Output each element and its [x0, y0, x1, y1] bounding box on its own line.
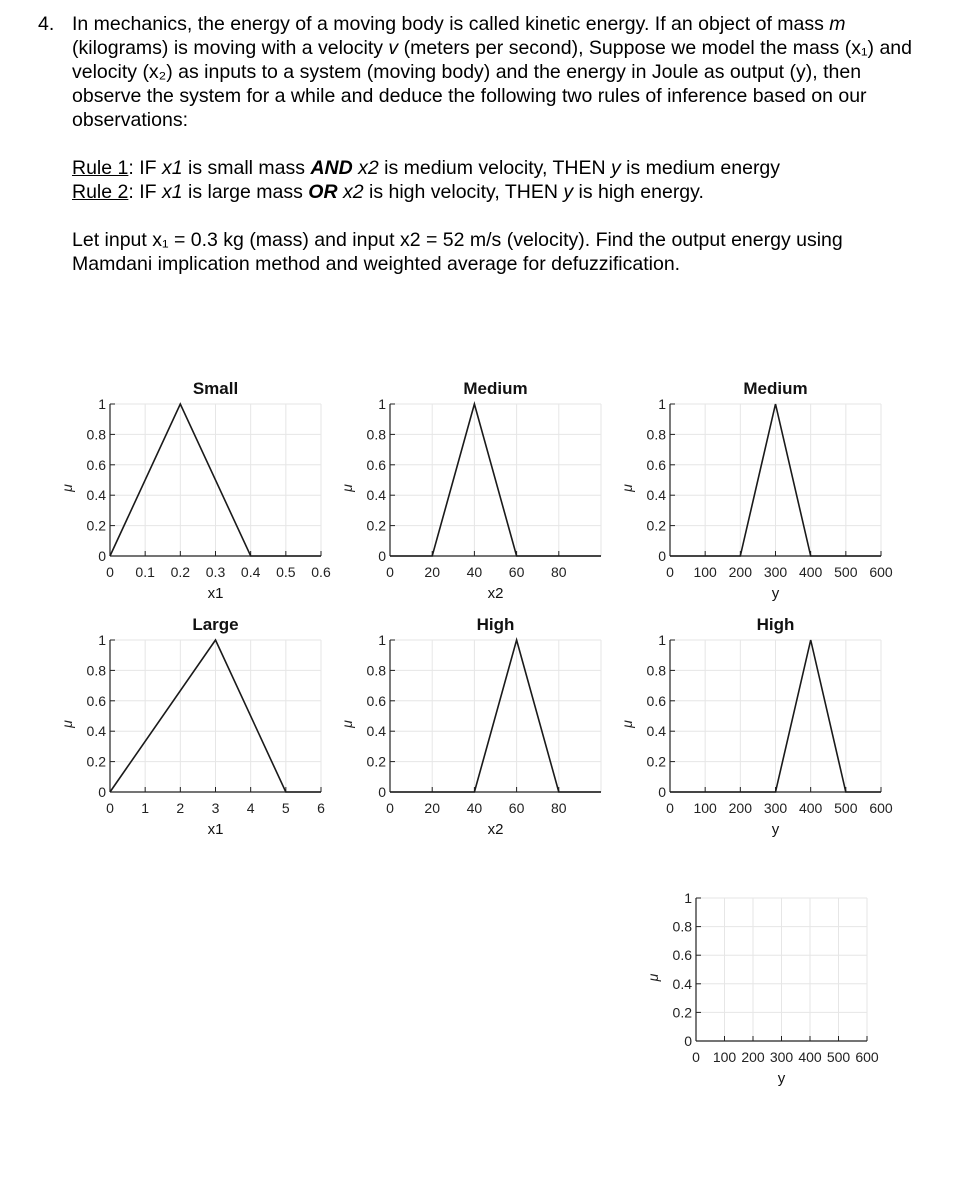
y-tick-label: 0 [684, 1033, 692, 1049]
membership-curve [390, 640, 601, 792]
y-tick-label: 0.6 [646, 692, 666, 709]
y-tick-label: 1 [98, 396, 106, 412]
x-tick-label: 20 [424, 800, 440, 816]
x-tick-label: 1 [141, 800, 150, 816]
x-tick-label: 0 [692, 1049, 700, 1065]
intro-text-1: In mechanics, the energy of a moving body is called kinetic energy. If an object of mass [72, 13, 830, 35]
y-tick-label: 0.2 [672, 1004, 692, 1021]
rule-1-text: : IF [128, 157, 162, 179]
x-tick-label: 600 [869, 564, 893, 580]
x-tick-label: 80 [551, 564, 567, 580]
x-tick-label: 500 [834, 564, 858, 580]
x-tick-label: 5 [281, 800, 290, 816]
mass-symbol: m [829, 13, 846, 35]
rule-2-text: is large mass [182, 181, 309, 203]
rule-1-operator: AND [310, 157, 353, 179]
y-tick-label: 0.8 [646, 662, 666, 679]
x-tick-label: 100 [693, 564, 717, 580]
x-tick-label: 0.3 [205, 564, 226, 580]
problem-question: Let input x₁ = 0.3 kg (mass) and input x2 = 52 m/s (velocity). Find the output energy using Mamdani implication method and weighted average for defuzzification. [72, 229, 843, 275]
y-tick-label: 0.2 [86, 753, 106, 770]
y-tick-label: 1 [658, 396, 666, 412]
x-tick-label: 500 [826, 1049, 851, 1065]
x-tick-label: 200 [728, 800, 753, 816]
y-tick-label: 0.4 [646, 723, 666, 740]
chart-2 [339, 379, 601, 602]
y-tick-label: 0.4 [86, 487, 106, 504]
y-tick-label: 1 [378, 396, 386, 412]
x-axis-label: y [777, 1070, 786, 1087]
y-tick-label: 0.6 [366, 692, 386, 709]
intro-text-2: (kilograms) is moving with a velocity [72, 37, 389, 59]
x-tick-label: 0.2 [170, 564, 191, 580]
x-tick-label: 400 [798, 1049, 822, 1065]
x-tick-label: 0 [386, 800, 394, 816]
x-tick-label: 100 [693, 800, 717, 816]
y-tick-label: 0.6 [366, 456, 386, 473]
x-tick-label: 500 [834, 800, 858, 816]
x-axis-label: x2 [487, 585, 504, 602]
x-axis-label: x1 [207, 821, 224, 838]
chart-7 [645, 890, 879, 1087]
y-tick-label: 0 [658, 784, 666, 800]
y-tick-label: 1 [378, 632, 386, 648]
y-tick-label: 0 [98, 784, 106, 800]
x-tick-label: 300 [769, 1049, 794, 1065]
y-tick-label: 0.4 [646, 487, 666, 504]
rule-1-y: y [610, 157, 621, 179]
x-tick-label: 60 [508, 564, 525, 580]
chart-3 [619, 379, 893, 602]
y-tick-label: 0.8 [86, 662, 106, 679]
chart-title: Small [192, 379, 239, 398]
y-tick-label: 0.4 [672, 975, 692, 992]
rule-2-operator: OR [308, 181, 338, 203]
y-tick-label: 0.8 [646, 426, 666, 443]
y-tick-label: 0.2 [86, 517, 106, 534]
y-tick-label: 0.2 [646, 753, 666, 770]
x-tick-label: 40 [466, 800, 483, 816]
y-tick-label: 0.4 [366, 723, 386, 740]
y-tick-label: 0.2 [646, 517, 666, 534]
x-axis-label: x1 [207, 585, 224, 602]
x-tick-label: 3 [211, 800, 220, 816]
chart-title: High [476, 615, 515, 634]
x-tick-label: 200 [741, 1049, 765, 1065]
x-tick-label: 200 [728, 564, 753, 580]
x-tick-label: 400 [798, 564, 823, 580]
y-axis-label: μ [619, 484, 635, 492]
y-tick-label: 0.8 [366, 426, 386, 443]
y-tick-label: 1 [98, 632, 106, 648]
intro-text-3: (meters per second), Suppose we model the mass (x₁) and velocity (x₂) as inputs to a system (moving body) and the energy in Joule as output (y), then observe the system for a while and deduce the following two rules of inference based on our observations: [72, 37, 912, 131]
y-tick-label: 0.8 [672, 918, 692, 935]
y-axis-label: μ [339, 720, 355, 728]
rule-1-x2: x2 [358, 157, 379, 179]
y-tick-label: 0.8 [86, 426, 106, 443]
rule-2-text: : IF [128, 181, 162, 203]
y-tick-label: 0.6 [646, 456, 666, 473]
y-axis-label: μ [59, 720, 75, 728]
x-axis-label: y [771, 821, 780, 838]
rule-1-text: is medium energy [620, 157, 781, 179]
chart-title: Large [192, 615, 239, 634]
y-tick-label: 0 [378, 784, 386, 800]
chart-6 [619, 615, 893, 838]
x-tick-label: 600 [855, 1049, 879, 1065]
x-tick-label: 300 [763, 800, 788, 816]
x-axis-label: x2 [487, 821, 504, 838]
y-tick-label: 0.4 [366, 487, 386, 504]
rule-1-text: is medium velocity, THEN [378, 157, 611, 179]
rule-2-text: is high velocity, THEN [363, 181, 564, 203]
y-tick-label: 0.6 [672, 947, 692, 964]
y-axis-label: μ [619, 720, 635, 728]
x-tick-label: 100 [712, 1049, 737, 1065]
y-tick-label: 0.4 [86, 723, 106, 740]
chart-title: Medium [463, 379, 528, 398]
y-tick-label: 0 [98, 548, 106, 564]
x-tick-label: 0.5 [276, 564, 296, 580]
chart-title: High [756, 615, 795, 634]
y-tick-label: 0 [658, 548, 666, 564]
x-tick-label: 0.6 [311, 564, 331, 580]
chart-1 [59, 379, 331, 602]
rule-2-y: y [563, 181, 574, 203]
x-tick-label: 20 [424, 564, 440, 580]
x-tick-label: 0.1 [135, 564, 155, 580]
y-tick-label: 0.6 [86, 692, 106, 709]
y-axis-label: μ [59, 484, 75, 492]
question-number: 4. [38, 13, 55, 35]
x-tick-label: 600 [869, 800, 893, 816]
x-tick-label: 0 [666, 564, 674, 580]
x-tick-label: 4 [246, 800, 255, 816]
y-tick-label: 0 [378, 548, 386, 564]
x-tick-label: 2 [176, 800, 185, 816]
x-tick-label: 400 [798, 800, 823, 816]
x-tick-label: 0.4 [240, 564, 261, 580]
chart-5 [339, 615, 601, 838]
x-tick-label: 300 [763, 564, 788, 580]
y-tick-label: 0.2 [366, 517, 386, 534]
rule-1-text: is small mass [182, 157, 311, 179]
chart-title: Medium [743, 379, 808, 398]
y-tick-label: 0.8 [366, 662, 386, 679]
x-axis-label: y [771, 585, 780, 602]
x-tick-label: 40 [466, 564, 483, 580]
x-tick-label: 0 [106, 564, 114, 580]
membership-curve [390, 404, 601, 556]
rule-1-x1: x1 [161, 157, 183, 179]
x-tick-label: 60 [508, 800, 525, 816]
y-axis-label: μ [339, 484, 355, 492]
rule-2-text: is high energy. [573, 181, 704, 203]
y-tick-label: 0.2 [366, 753, 386, 770]
chart-4 [59, 615, 325, 838]
y-tick-label: 1 [684, 890, 692, 906]
rule-2-x2: x2 [342, 181, 364, 203]
rule-2-x1: x1 [161, 181, 183, 203]
velocity-symbol: v [388, 37, 399, 59]
y-tick-label: 1 [658, 632, 666, 648]
x-tick-label: 0 [666, 800, 674, 816]
rule-1-label: Rule 1 [72, 157, 129, 179]
y-tick-label: 0.6 [86, 456, 106, 473]
rule-2-label: Rule 2 [72, 181, 129, 203]
x-tick-label: 0 [386, 564, 394, 580]
x-tick-label: 80 [551, 800, 567, 816]
x-tick-label: 0 [106, 800, 114, 816]
y-axis-label: μ [645, 973, 661, 982]
x-tick-label: 6 [317, 800, 325, 816]
